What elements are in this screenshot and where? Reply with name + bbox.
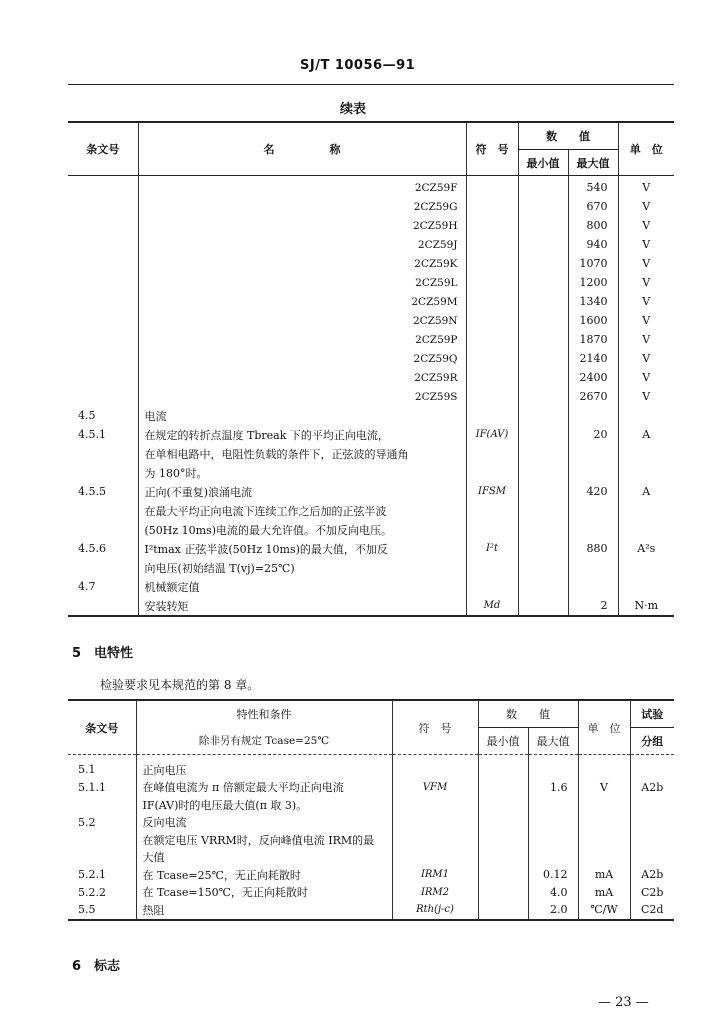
cell-group: C2d <box>630 901 674 920</box>
cell-unit: ℃/W <box>578 901 630 920</box>
col-cond-note: 除非另有规定 Tcase=25℃ <box>136 728 392 755</box>
cell-max: 940 <box>568 235 618 254</box>
cell-max: 2140 <box>568 349 618 368</box>
cell-clause <box>68 254 138 273</box>
cell-unit: N·m <box>618 596 674 616</box>
table-row <box>68 866 674 884</box>
cell-unit: V <box>618 235 674 254</box>
cell-clause: 4.7 <box>78 580 96 593</box>
cell-symbol <box>392 796 478 814</box>
cell-text: 为 180°时。 <box>138 463 466 482</box>
cell-min <box>478 796 528 814</box>
cell-clause: 4.5 <box>78 409 96 422</box>
cell-unit <box>618 577 674 596</box>
cell-clause <box>68 292 138 311</box>
cell-max: 0.12 <box>528 866 578 884</box>
cell-symbol: IRM1 <box>392 866 478 884</box>
cell-text: 反向电流 <box>136 814 392 832</box>
col-name: 名 称 <box>138 122 466 176</box>
table-row <box>68 539 674 558</box>
cell-min <box>518 330 568 349</box>
cell-symbol: Rth(j-c) <box>392 901 478 920</box>
cell-min <box>518 368 568 387</box>
cell-model: 2CZ59N <box>138 311 466 330</box>
table-row <box>68 796 674 814</box>
cell-max: 1600 <box>568 311 618 330</box>
section-5-note: 检验要求见本规范的第 8 章。 <box>100 678 260 692</box>
col-value: 数 值 <box>518 122 618 150</box>
cell-symbol <box>466 520 518 539</box>
cell-min <box>518 349 568 368</box>
cell-min <box>478 814 528 832</box>
cell-clause <box>68 520 138 539</box>
cell-clause <box>68 596 138 616</box>
cell-unit <box>578 796 630 814</box>
cell-unit <box>618 444 674 463</box>
col-unit: 单 位 <box>578 700 630 755</box>
document-number: SJ/T 10056—91 <box>300 58 416 73</box>
cell-text: 安装转矩 <box>138 596 466 616</box>
cell-text: 机械额定值 <box>138 577 466 596</box>
cell-clause <box>68 387 138 406</box>
cell-clause: 5.1.1 <box>78 780 106 794</box>
cell-max: 2.0 <box>528 901 578 920</box>
cell-model: 2CZ59H <box>138 216 466 235</box>
cell-group <box>630 796 674 814</box>
cell-min <box>518 482 568 501</box>
cell-max <box>568 501 618 520</box>
cell-min <box>518 254 568 273</box>
col-max: 最大值 <box>528 728 578 755</box>
col-min: 最小值 <box>478 728 528 755</box>
cell-text: (50Hz 10ms)电流的最大允许值。不加反向电压。 <box>138 520 466 539</box>
cell-min <box>478 866 528 884</box>
col-clause: 条文号 <box>68 122 138 176</box>
model-row <box>68 349 674 368</box>
cell-symbol: IF(AV) <box>466 425 518 444</box>
cell-group <box>630 814 674 832</box>
cell-model: 2CZ59Q <box>138 349 466 368</box>
continued-table-title: 续表 <box>339 102 366 117</box>
cell-unit: mA <box>578 866 630 884</box>
cell-max <box>568 577 618 596</box>
cell-text: 在额定电压 VRRM时，反向峰值电流 IRM的最 <box>136 831 392 849</box>
cell-clause <box>68 216 138 235</box>
cell-symbol <box>466 273 518 292</box>
cell-min <box>518 176 568 198</box>
model-row <box>68 292 674 311</box>
cell-min <box>478 884 528 902</box>
table-row <box>68 577 674 596</box>
cell-text: IF(AV)时的电压最大值(π 取 3)。 <box>136 796 392 814</box>
cell-group: C2b <box>630 884 674 902</box>
cell-max: 2670 <box>568 387 618 406</box>
table-row <box>68 406 674 425</box>
cell-min <box>478 831 528 849</box>
cell-clause: 5.2 <box>78 815 96 829</box>
cell-symbol <box>466 368 518 387</box>
cell-max: 2400 <box>568 368 618 387</box>
cell-clause: 5.1 <box>78 763 96 777</box>
cell-unit <box>618 520 674 539</box>
cell-text: 在最大平均正向电流下连续工作之后加的正弦半波 <box>138 501 466 520</box>
cell-unit <box>618 463 674 482</box>
cell-unit: V <box>618 368 674 387</box>
cell-model: 2CZ59J <box>138 235 466 254</box>
cell-unit: V <box>618 176 674 198</box>
cell-symbol: VFM <box>392 779 478 797</box>
cell-max <box>568 558 618 577</box>
cell-min <box>518 577 568 596</box>
cell-min <box>478 755 528 779</box>
cell-min <box>478 901 528 920</box>
cell-group: A2b <box>630 779 674 797</box>
table-row <box>68 779 674 797</box>
cell-max: 1340 <box>568 292 618 311</box>
cell-unit: V <box>618 387 674 406</box>
cell-unit: V <box>618 254 674 273</box>
cell-model: 2CZ59L <box>138 273 466 292</box>
cell-clause: 5.2.1 <box>78 868 106 882</box>
cell-max: 420 <box>568 482 618 501</box>
cell-max <box>528 755 578 779</box>
cell-clause <box>68 273 138 292</box>
cell-unit <box>578 814 630 832</box>
model-row <box>68 197 674 216</box>
cell-symbol <box>466 254 518 273</box>
model-row <box>68 330 674 349</box>
cell-model: 2CZ59S <box>138 387 466 406</box>
cell-text: 在单相电路中，电阻性负载的条件下，正弦波的导通角 <box>138 444 466 463</box>
cell-clause <box>68 849 136 867</box>
cell-min <box>478 849 528 867</box>
cell-max <box>568 444 618 463</box>
cell-max: 2 <box>568 596 618 616</box>
cell-max <box>528 796 578 814</box>
table-row <box>68 884 674 902</box>
cell-model: 2CZ59P <box>138 330 466 349</box>
cell-symbol <box>392 755 478 779</box>
table-row <box>68 596 674 616</box>
cell-min <box>518 406 568 425</box>
col-max: 最大值 <box>568 150 618 176</box>
cell-max <box>568 463 618 482</box>
cell-min <box>518 425 568 444</box>
cell-unit: A <box>618 482 674 501</box>
table-row <box>68 755 674 779</box>
cell-symbol <box>466 292 518 311</box>
cell-text: 在规定的转折点温度 Tbreak 下的平均正向电流， <box>138 425 466 444</box>
cell-clause <box>68 176 138 198</box>
cell-unit: V <box>618 311 674 330</box>
cell-min <box>518 216 568 235</box>
cell-symbol <box>466 406 518 425</box>
cell-min <box>518 311 568 330</box>
cell-unit <box>618 406 674 425</box>
table-row <box>68 463 674 482</box>
cell-clause <box>68 235 138 254</box>
model-row <box>68 176 674 198</box>
cell-unit: V <box>618 292 674 311</box>
col-unit: 单 位 <box>618 122 674 176</box>
cell-symbol <box>466 311 518 330</box>
cell-min <box>478 779 528 797</box>
cell-min <box>518 463 568 482</box>
cell-clause <box>68 311 138 330</box>
cell-symbol <box>466 349 518 368</box>
cell-unit: V <box>618 216 674 235</box>
table-row <box>68 425 674 444</box>
cell-max: 1870 <box>568 330 618 349</box>
cell-max <box>568 406 618 425</box>
cell-max: 1.6 <box>528 779 578 797</box>
cell-group <box>630 849 674 867</box>
col-clause: 条文号 <box>68 700 136 755</box>
cell-min <box>518 444 568 463</box>
cell-max: 4.0 <box>528 884 578 902</box>
cell-unit: V <box>618 349 674 368</box>
cell-unit: A²s <box>618 539 674 558</box>
cell-max: 800 <box>568 216 618 235</box>
cell-symbol <box>466 463 518 482</box>
cell-text: 大值 <box>136 849 392 867</box>
cell-min <box>518 501 568 520</box>
cell-text: 在峰值电流为 π 倍额定最大平均正向电流 <box>136 779 392 797</box>
cell-max <box>568 520 618 539</box>
table-row <box>68 501 674 520</box>
cell-clause <box>68 558 138 577</box>
cell-clause <box>68 197 138 216</box>
cell-text: 热阻 <box>136 901 392 920</box>
cell-max: 880 <box>568 539 618 558</box>
cell-symbol <box>466 577 518 596</box>
cell-min <box>518 558 568 577</box>
cell-symbol <box>466 330 518 349</box>
cell-symbol <box>466 387 518 406</box>
cell-unit: mA <box>578 884 630 902</box>
table-row <box>68 558 674 577</box>
model-row <box>68 368 674 387</box>
model-row <box>68 235 674 254</box>
col-group-2: 分组 <box>630 728 674 755</box>
cell-min <box>518 387 568 406</box>
cell-max: 1070 <box>568 254 618 273</box>
cell-min <box>518 596 568 616</box>
cell-group: A2b <box>630 866 674 884</box>
col-min: 最小值 <box>518 150 568 176</box>
cell-text: I²tmax 正弦半波(50Hz 10ms)的最大值，不加反 <box>138 539 466 558</box>
table-row <box>68 831 674 849</box>
col-symbol: 符 号 <box>466 122 518 176</box>
cell-unit <box>618 501 674 520</box>
cell-min <box>518 197 568 216</box>
cell-symbol: IFSM <box>466 482 518 501</box>
cell-clause <box>68 501 138 520</box>
cell-min <box>518 273 568 292</box>
cell-clause: 5.5 <box>68 901 136 920</box>
cell-symbol <box>466 235 518 254</box>
cell-max: 20 <box>568 425 618 444</box>
model-row <box>68 254 674 273</box>
cell-max <box>528 814 578 832</box>
cell-unit <box>578 831 630 849</box>
col-symbol: 符 号 <box>392 700 478 755</box>
cell-min <box>518 539 568 558</box>
cell-max: 670 <box>568 197 618 216</box>
table-row <box>68 444 674 463</box>
model-row <box>68 311 674 330</box>
cell-clause <box>68 463 138 482</box>
cell-clause: 4.5.1 <box>78 428 106 441</box>
col-value: 数 值 <box>478 700 578 728</box>
cell-model: 2CZ59G <box>138 197 466 216</box>
cell-unit: V <box>618 273 674 292</box>
cell-unit: A <box>618 425 674 444</box>
cell-unit: V <box>578 779 630 797</box>
cell-clause <box>68 349 138 368</box>
table-row <box>68 482 674 501</box>
cell-min <box>518 235 568 254</box>
col-cond: 特性和条件 <box>136 700 392 728</box>
cell-symbol <box>466 558 518 577</box>
table-row <box>68 814 674 832</box>
cell-max <box>528 849 578 867</box>
cell-clause: 4.5.6 <box>78 542 106 555</box>
cell-symbol: IRM2 <box>392 884 478 902</box>
cell-model: 2CZ59K <box>138 254 466 273</box>
cell-unit: V <box>618 197 674 216</box>
table-row <box>68 520 674 539</box>
model-row <box>68 216 674 235</box>
cell-symbol <box>466 501 518 520</box>
cell-text: 在 Tcase=150℃，无正向耗散时 <box>136 884 392 902</box>
header-rule <box>68 84 674 85</box>
cell-unit: V <box>618 330 674 349</box>
cell-unit <box>578 849 630 867</box>
cell-text: 在 Tcase=25℃，无正向耗散时 <box>136 866 392 884</box>
cell-model: 2CZ59M <box>138 292 466 311</box>
cell-unit <box>578 755 630 779</box>
cell-clause <box>68 831 136 849</box>
cell-clause <box>68 796 136 814</box>
cell-symbol <box>466 176 518 198</box>
electrical-table <box>68 699 674 921</box>
cell-text: 正向(不重复)浪涌电流 <box>138 482 466 501</box>
cell-clause <box>68 368 138 387</box>
cell-min <box>518 520 568 539</box>
cell-symbol: Md <box>466 596 518 616</box>
table-row <box>68 849 674 867</box>
cell-symbol <box>466 216 518 235</box>
cell-symbol <box>392 849 478 867</box>
section-6-title: 6 标志 <box>72 959 121 974</box>
cell-clause: 5.2.2 <box>78 885 106 899</box>
cell-text: 向电压(初始结温 T(vj)=25℃) <box>138 558 466 577</box>
model-row <box>68 387 674 406</box>
cell-group <box>630 755 674 779</box>
cell-model: 2CZ59R <box>138 368 466 387</box>
cell-text: 正向电压 <box>136 755 392 779</box>
cell-symbol <box>466 197 518 216</box>
cell-clause: 4.5.5 <box>78 485 106 498</box>
cell-text: 电流 <box>138 406 466 425</box>
cell-symbol <box>392 831 478 849</box>
cell-clause <box>68 444 138 463</box>
page-number: — 23 — <box>598 995 649 1010</box>
ratings-table <box>68 121 674 617</box>
cell-group <box>630 831 674 849</box>
cell-min <box>518 292 568 311</box>
cell-symbol: I²t <box>466 539 518 558</box>
cell-clause <box>68 330 138 349</box>
cell-model: 2CZ59F <box>138 176 466 198</box>
table-row <box>68 901 674 920</box>
cell-max: 540 <box>568 176 618 198</box>
col-group: 试验 <box>630 700 674 728</box>
cell-unit <box>618 558 674 577</box>
section-5-title: 5 电特性 <box>72 646 134 661</box>
cell-max: 1200 <box>568 273 618 292</box>
cell-max <box>528 831 578 849</box>
cell-symbol <box>392 814 478 832</box>
cell-symbol <box>466 444 518 463</box>
model-row <box>68 273 674 292</box>
